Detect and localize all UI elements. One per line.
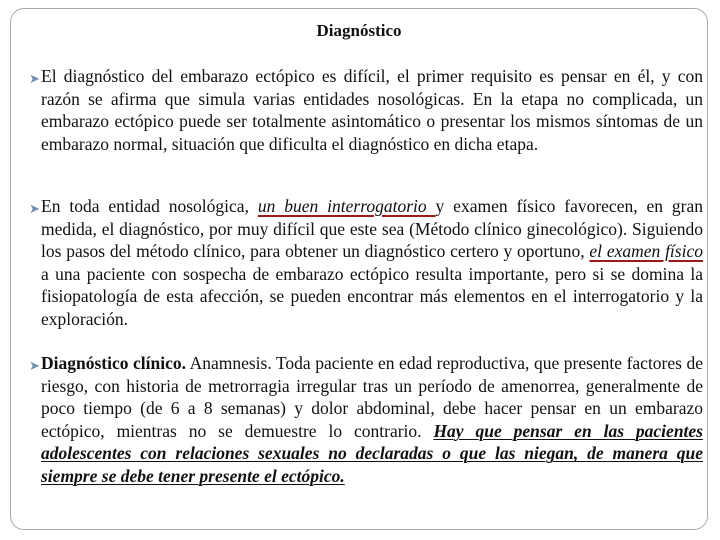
arrow-bullet-icon: ➤: [29, 71, 40, 86]
paragraph-2-text-a: En toda entidad nosológica,: [41, 196, 258, 216]
slide-frame: [10, 8, 708, 530]
paragraph-2-text-b: y examen físico favorecen, en gran medida, el diagnóstico, por muy difícil que este sea (Método clínico ginecológico). Siguiendo los pasos del método clínico, para obtener un diagnóstico certero y oportuno,: [41, 196, 703, 262]
paragraph-1-text: El diagnóstico del embarazo ectópico es difícil, el primer requisito es pensar en él, y con razón se afirma que simula varias entidades nosológicas. En la etapa no complicada, un embarazo ectópico puede ser totalmente asintomático o presentar los mismos síntomas de un embarazo normal, situación que dificulta el diagnóstico en dicha etapa.: [41, 66, 703, 154]
arrow-bullet-icon: ➤: [29, 358, 40, 373]
paragraph-3-text: Anamnesis. Toda paciente en edad reproductiva, que presente factores de riesgo, con historia de metrorragia irregular tras un período de amenorrea, generalmente de poco tiempo (de 6 a 8 semanas) y dolor abdominal, debe hacer pensar en un embarazo ectópico, mientras no se demuestre lo contrario.: [41, 353, 703, 441]
paragraph-3-emphasis: Hay que pensar en las pacientes adolescentes con relaciones sexuales no declaradas o que las niegan, de manera que siempre se debe tener presente el ectópico.: [41, 420, 703, 486]
highlight-examen-fisico: el examen físico: [589, 241, 703, 262]
bullet-paragraph-1: [29, 65, 703, 155]
bullet-paragraph-3: [29, 352, 703, 488]
arrow-bullet-icon: ➤: [29, 201, 40, 216]
bullet-paragraph-2: [29, 195, 703, 331]
highlight-interrogatorio: un buen interrogatorio: [257, 196, 436, 216]
slide-title: Diagnóstico: [316, 21, 402, 40]
paragraph-2-text-c: a una paciente con sospecha de embarazo ectópico resulta importante, pero si se domina la fisiopatología de esta afección, se pueden encontrar más elementos en el interrogatorio y la exploración.: [41, 263, 703, 329]
paragraph-3-heading: Diagnóstico clínico.: [41, 353, 187, 373]
